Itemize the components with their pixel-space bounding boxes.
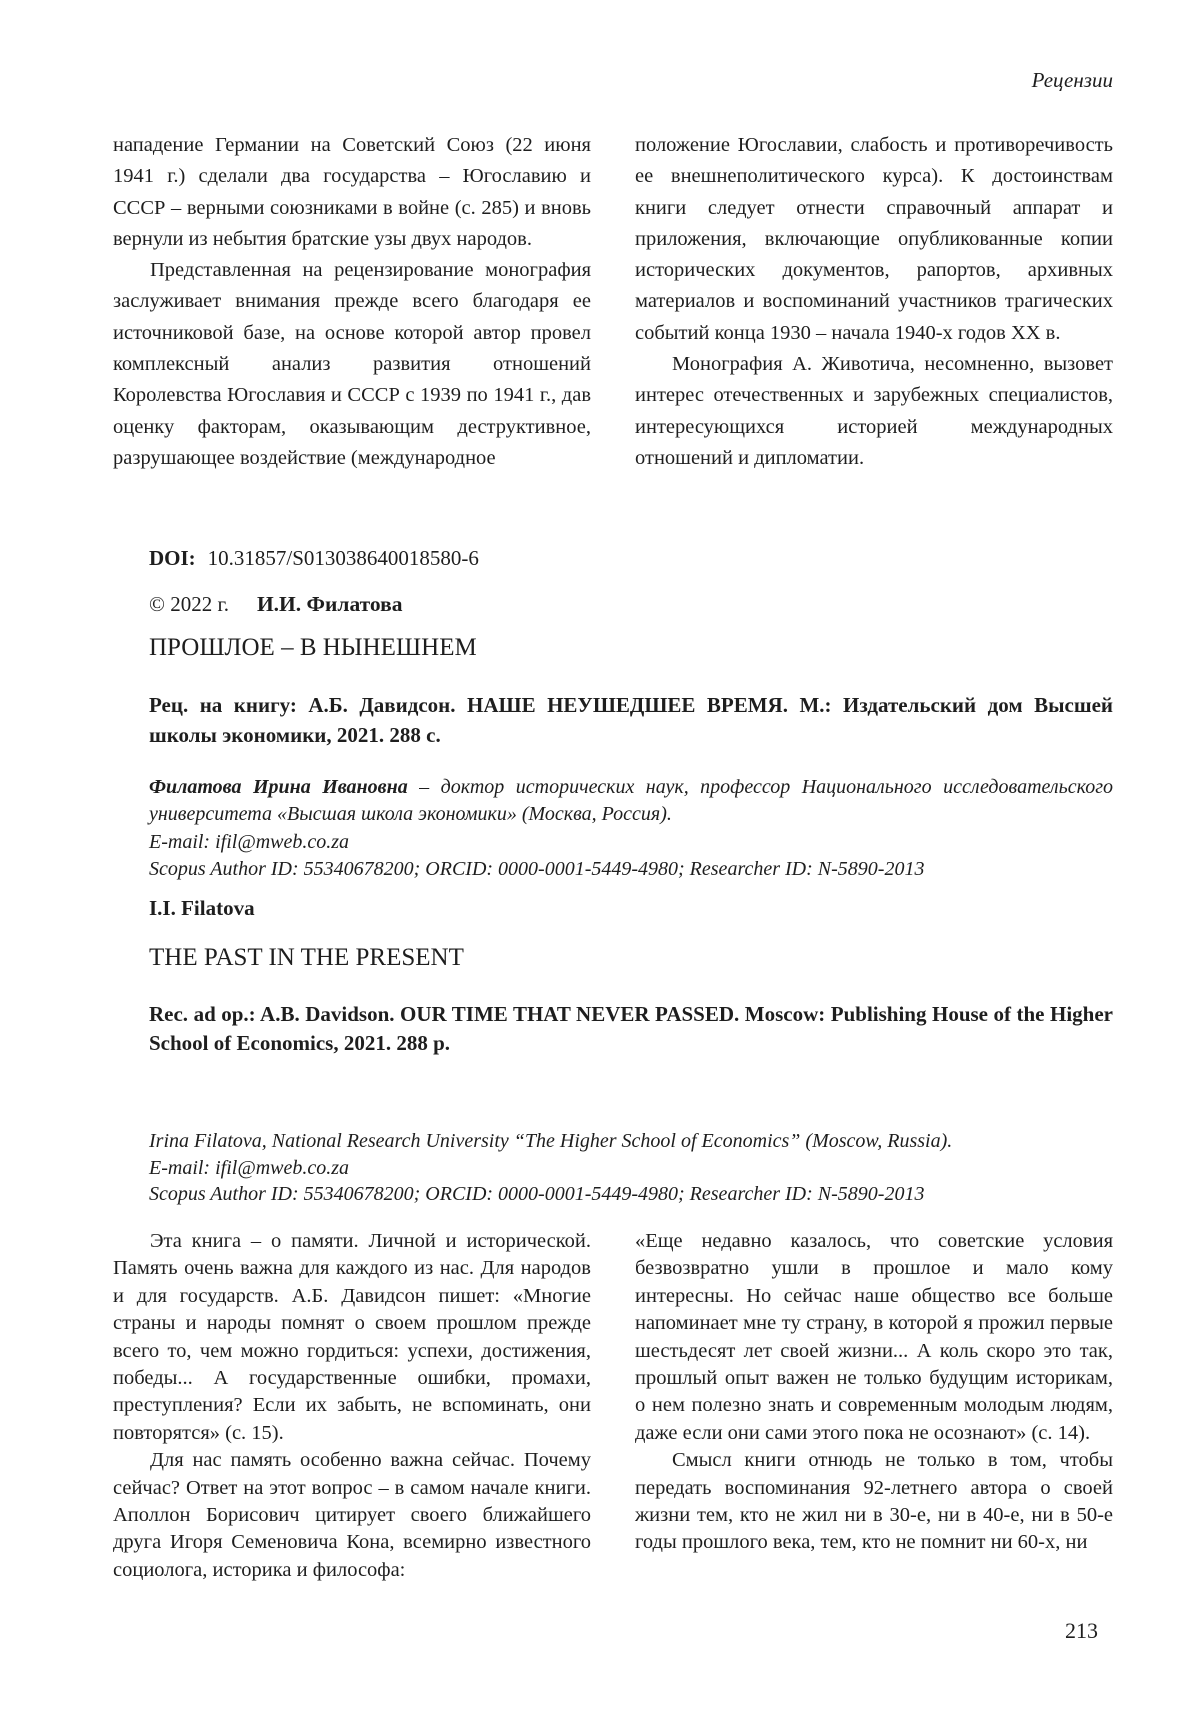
top-left-column: [113, 130, 591, 474]
review-reference-ru: Рец. на книгу: А.Б. Давидсон. НАШЕ НЕУШЕДШЕЕ ВРЕМЯ. М.: Издательский дом Высшей школы экономики, 2021. 288 с.: [149, 693, 1113, 747]
affiliation-line-en: Irina Filatova, National Research University “The Higher School of Economics” (Moscow, Russia).: [149, 1130, 953, 1152]
affiliation-line-ru: [149, 774, 1113, 829]
body-paragraph: Монография А. Животича, несомненно, вызовет интерес отечественных и зарубежных специалистов, интересующихся историей международных отношений и дипломатии.: [635, 353, 1113, 469]
body-paragraph: Эта книга – о памяти. Личной и исторической. Память очень важна для каждого из нас. Для народов и для государств. А.Б. Давидсон пишет: «Многие страны и народы помнят о своем прошлом прежде всего то, чем можно гордиться: успехи, достижения, победы... А государственные ошибки, промахи, преступления? Если их забыть, не вспоминать, они повторятся» (с. 15).: [113, 1230, 591, 1444]
author-name-ru: И.И. Филатова: [256, 592, 403, 616]
body-paragraph: Для нас память особенно важна сейчас. Почему сейчас? Ответ на этот вопрос – в самом начале книги. Аполлон Борисович цитирует своего ближайшего друга Игоря Семеновича Кона, всемирно известного социолога, историка и философа:: [113, 1449, 591, 1581]
top-two-column-text: [113, 130, 1113, 474]
email-line-ru: E-mail: ifil@mweb.co.za: [149, 830, 350, 853]
author-name-en: I.I. Filatova: [149, 896, 255, 920]
body-paragraph: Смысл книги отнюдь не только в том, чтобы передать воспоминания 92-летнего автора о своей жизни тем, кто не жил ни в 30-е, ни в 40-е, ни в 50-е годы прошлого века, тем, кто не помнит ни 60-х, ни: [635, 1449, 1113, 1554]
article-title-en: THE PAST IN THE PRESENT: [149, 944, 464, 971]
copyright-line: [149, 592, 1113, 617]
email-line-en: E-mail: ifil@mweb.co.za: [149, 1156, 350, 1179]
doi-label: DOI:: [149, 546, 196, 570]
body-left-column: [113, 1228, 591, 1584]
author-ids-ru: Scopus Author ID: 55340678200; ORCID: 0000-0001-5449-4980; Researcher ID: N-5890-2013: [149, 857, 925, 880]
body-paragraph: Представленная на рецензирование монография заслуживает внимания прежде всего благодаря ее источниковой базе, на основе которой автор провел комплексный анализ развития отношений Королевства Югославия и СССР с 1939 по 1941 г., дав оценку факторам, оказывающим деструктивное, разрушающее воздействие (международное: [113, 259, 591, 469]
affiliation-author-name: Филатова Ирина Ивановна: [149, 776, 408, 798]
doi-value: 10.31857/S013038640018580-6: [207, 546, 479, 570]
affiliation-text: – доктор исторических наук, профессор Национального исследовательского университета «Высшая школа экономики» (Москва, Россия).: [149, 776, 1113, 826]
body-paragraph: нападение Германии на Советский Союз (22 июня 1941 г.) сделали два государства – Югославию и СССР – верными союзниками в войне (с. 285) и вновь вернули из небытия братские узы двух народов.: [113, 134, 591, 250]
body-two-column-text: [113, 1228, 1113, 1584]
author-ids-en: Scopus Author ID: 55340678200; ORCID: 0000-0001-5449-4980; Researcher ID: N-5890-2013: [149, 1183, 925, 1206]
top-right-column: [635, 130, 1113, 474]
review-reference-en: Rec. ad op.: A.B. Davidson. OUR TIME THAT NEVER PASSED. Moscow: Publishing House of the Higher School of Economics, 2021. 288 p.: [149, 1002, 1113, 1055]
page-number: 213: [1065, 1618, 1098, 1643]
article-title-ru: ПРОШЛОЕ – В НЫНЕШНЕМ: [149, 634, 477, 661]
body-paragraph: положение Югославии, слабость и противоречивость ее внешнеполитического курса). К достоинствам книги следует отнести справочный аппарат и приложения, включающие опубликованные копии исторических документов, рапортов, архивных материалов и воспоминаний участников трагических событий конца 1930 – начала 1940-х годов XX в.: [635, 134, 1113, 344]
running-head: Рецензии: [1031, 68, 1113, 92]
body-right-column: [635, 1228, 1113, 1584]
doi-line: [149, 546, 1113, 571]
author-affiliation-ru: [149, 774, 1113, 883]
copyright-year: © 2022 г.: [149, 592, 229, 616]
body-paragraph: «Еще недавно казалось, что советские условия безвозвратно ушли в прошлое и мало кому интересны. Но сейчас наше общество все больше напоминает мне ту страну, в которой я прожил первые шестьдесят лет своей жизни... А коль скоро это так, прошлый опыт важен не только будущим историкам, о нем полезно знать и современным молодым людям, даже если они сами этого пока не осознают» (с. 14).: [635, 1230, 1113, 1444]
author-affiliation-en: [149, 1128, 1113, 1208]
